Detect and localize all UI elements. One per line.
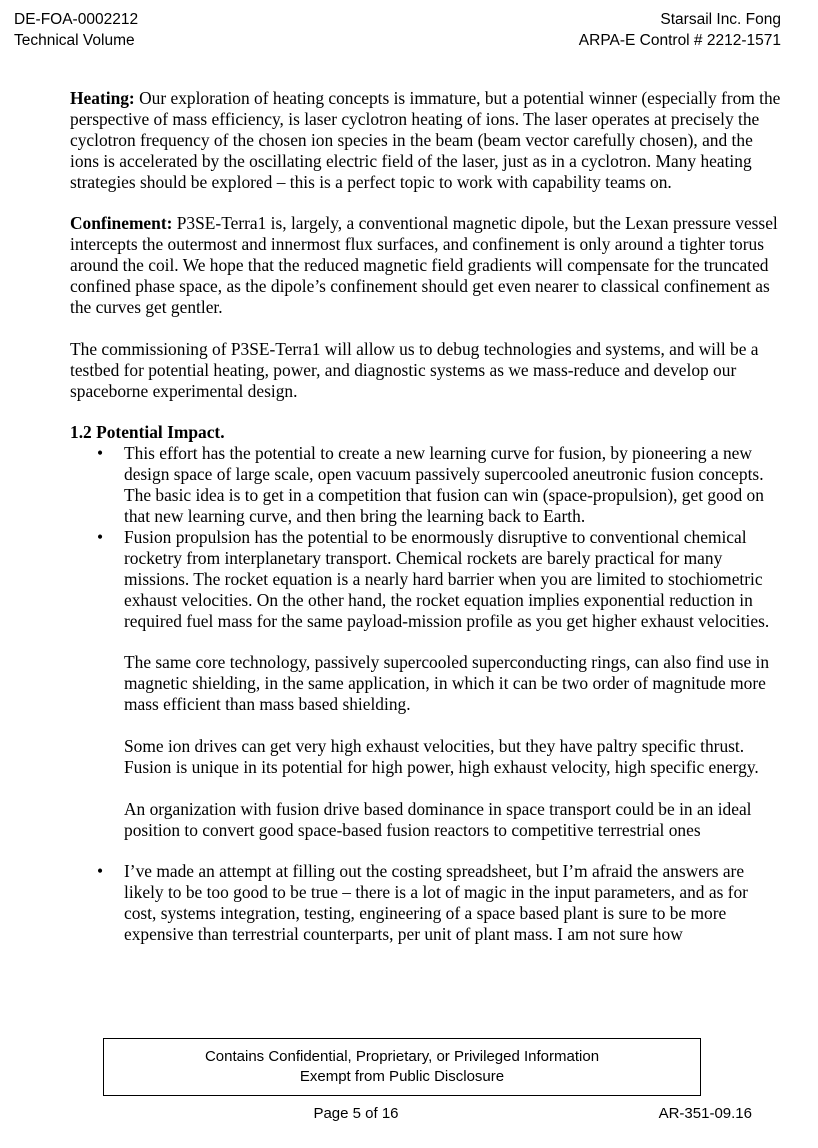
- page-number: Page 5 of 16: [313, 1105, 399, 1122]
- header-left: [14, 9, 138, 51]
- confinement-paragraph: [70, 213, 782, 318]
- bullet-marker: •: [97, 861, 104, 882]
- confinement-text: P3SE-Terra1 is, largely, a conventional magnetic dipole, but the Lexan pressure vessel intercepts the outermost and innermost flux surfaces, and confinement is only around a tighter torus around the coil. We hope that the reduced magnetic field gradients will compensate for the truncated confined phase space, as the dipole’s confinement should get even nearer to classical confinement as the curves get gentler.: [70, 213, 778, 318]
- list-item: [70, 527, 782, 841]
- bullet-subparagraph: An organization with fusion drive based dominance in space transport could be in an ideal position to convert good space-based fusion reactors to competitive terrestrial ones: [124, 798, 752, 840]
- document-body: [70, 88, 782, 945]
- section-heading: 1.2 Potential Impact.: [70, 422, 225, 443]
- company-name: Starsail Inc. Fong: [660, 11, 781, 28]
- control-number: ARPA-E Control # 2212-1571: [578, 32, 781, 49]
- volume-title: Technical Volume: [14, 32, 135, 49]
- impact-bullet-list: [70, 443, 782, 945]
- list-item: [70, 443, 782, 527]
- list-item: [70, 861, 782, 945]
- bullet-marker: •: [97, 443, 104, 464]
- bullet-text: Fusion propulsion has the potential to be enormously disruptive to conventional chemical rocketry from interplanetary transport. Chemical rockets are barely practical for many missions. The rocket equation is a nearly hard barrier when you are limited to stochiometric exhaust velocities. On the other hand, the rocket equation implies exponential reduction in required fuel mass for the same payload-mission profile as you get higher exhaust velocities.: [124, 526, 770, 631]
- notice-line-1: Contains Confidential, Proprietary, or Privileged Information: [204, 1048, 600, 1065]
- confidentiality-notice: [103, 1038, 701, 1096]
- heating-text: Our exploration of heating concepts is immature, but a potential winner (especially from the perspective of mass efficiency, is laser cyclotron heating of ions. The laser operates at precisely the cyclotron frequency of the chosen ion species in the beam (beam vector carefully chosen), and the ions is accelerated by the oscillating electric field of the laser, just as in a cyclotron. Many heating strategies should be explored – this is a perfect topic to work with capability teams on.: [70, 88, 781, 192]
- heating-label: Heating:: [70, 88, 135, 108]
- bullet-text: This effort has the potential to create a new learning curve for fusion, by pioneering a new design space of large scale, open vacuum passively supercooled aneutronic fusion concepts. The basic idea is to get in a competition that fusion can win (space-propulsion), get good on that new learning curve, and then bring the learning back to Earth.: [124, 443, 764, 527]
- heating-paragraph: [70, 88, 782, 193]
- commissioning-paragraph: The commissioning of P3SE-Terra1 will allow us to debug technologies and systems, and will be a testbed for potential heating, power, and diagnostic systems as we mass-reduce and develop our spaceborne experimental design.: [70, 338, 759, 401]
- bullet-subparagraph: The same core technology, passively supercooled superconducting rings, can also find use in magnetic shielding, in the same application, in which it can be two order of magnitude more mass efficient than mass based shielding.: [124, 652, 770, 715]
- bullet-subparagraph: Some ion drives can get very high exhaust velocities, but they have paltry specific thrust. Fusion is unique in its potential for high power, high exhaust velocity, high specific energy.: [124, 736, 759, 777]
- document-code: AR-351-09.16: [658, 1105, 752, 1122]
- confinement-label: Confinement:: [70, 213, 173, 234]
- header-right: [579, 9, 781, 51]
- solicitation-number: DE-FOA-0002212: [14, 11, 139, 28]
- bullet-text: I’ve made an attempt at filling out the costing spreadsheet, but I’m afraid the answers are likely to be too good to be true – there is a lot of magic in the input parameters, and as for cost, systems integration, testing, engineering of a space based plant is sure to be more expensive than terrestrial counterparts, per unit of plant mass. I am not sure how: [124, 861, 748, 945]
- bullet-marker: •: [97, 526, 104, 547]
- notice-line-2: Exempt from Public Disclosure: [299, 1068, 505, 1085]
